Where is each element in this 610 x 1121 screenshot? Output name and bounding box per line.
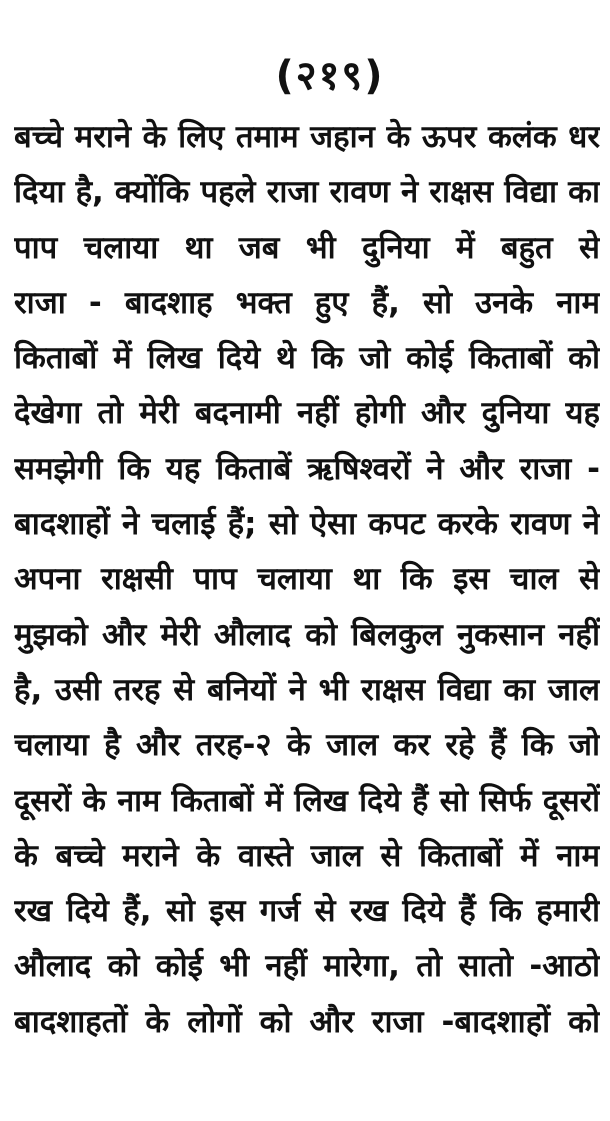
text-line: दिया है, क्योंकि पहले राजा रावण ने राक्षस विद्या का <box>14 174 600 211</box>
text-line: है, उसी तरह से बनियों ने भी राक्षस विद्या का जाल <box>14 671 600 708</box>
text-line: के बच्चे मराने के वास्ते जाल से किताबों में नाम <box>14 837 600 874</box>
text-line: मुझको और मेरी औलाद को बिलकुल नुकसान नहीं <box>14 616 600 653</box>
text-line: औलाद को कोई भी नहीं मारेगा, तो सातो -आठो <box>14 948 600 985</box>
text-line: बच्चे मराने के लिए तमाम जहान के ऊपर कलंक धर <box>14 119 600 155</box>
text-line: किताबों में लिख दिये थे कि जो कोई किताबों को <box>14 340 600 377</box>
text-line: राजा - बादशाह भक्त हुए हैं, सो उनके नाम <box>14 284 600 321</box>
text-line: रख दिये हैं, सो इस गर्ज से रख दिये हैं कि हमारी <box>14 893 600 930</box>
body-text <box>14 110 600 1050</box>
text-line: दूसरों के नाम किताबों में लिख दिये हैं सो सिर्फ दूसरों <box>14 783 600 819</box>
text-line: देखेगा तो मेरी बदनामी नहीं होगी और दुनिया यह <box>14 395 600 432</box>
text-line: पाप चलाया था जब भी दुनिया में बहुत से <box>14 229 600 266</box>
text-line: बादशाहतों के लोगों को और राजा -बादशाहों को <box>14 1003 600 1040</box>
page-number: (२१९) <box>275 53 385 99</box>
text-line: अपना राक्षसी पाप चलाया था कि इस चाल से <box>14 561 600 598</box>
text-line: समझेगी कि यह किताबें ऋषिश्वरों ने और राजा - <box>14 450 600 487</box>
text-line: बादशाहों ने चलाई हैं; सो ऐसा कपट करके रावण ने <box>14 506 600 543</box>
text-line: चलाया है और तरह-२ के जाल कर रहे हैं कि जो <box>14 727 600 764</box>
